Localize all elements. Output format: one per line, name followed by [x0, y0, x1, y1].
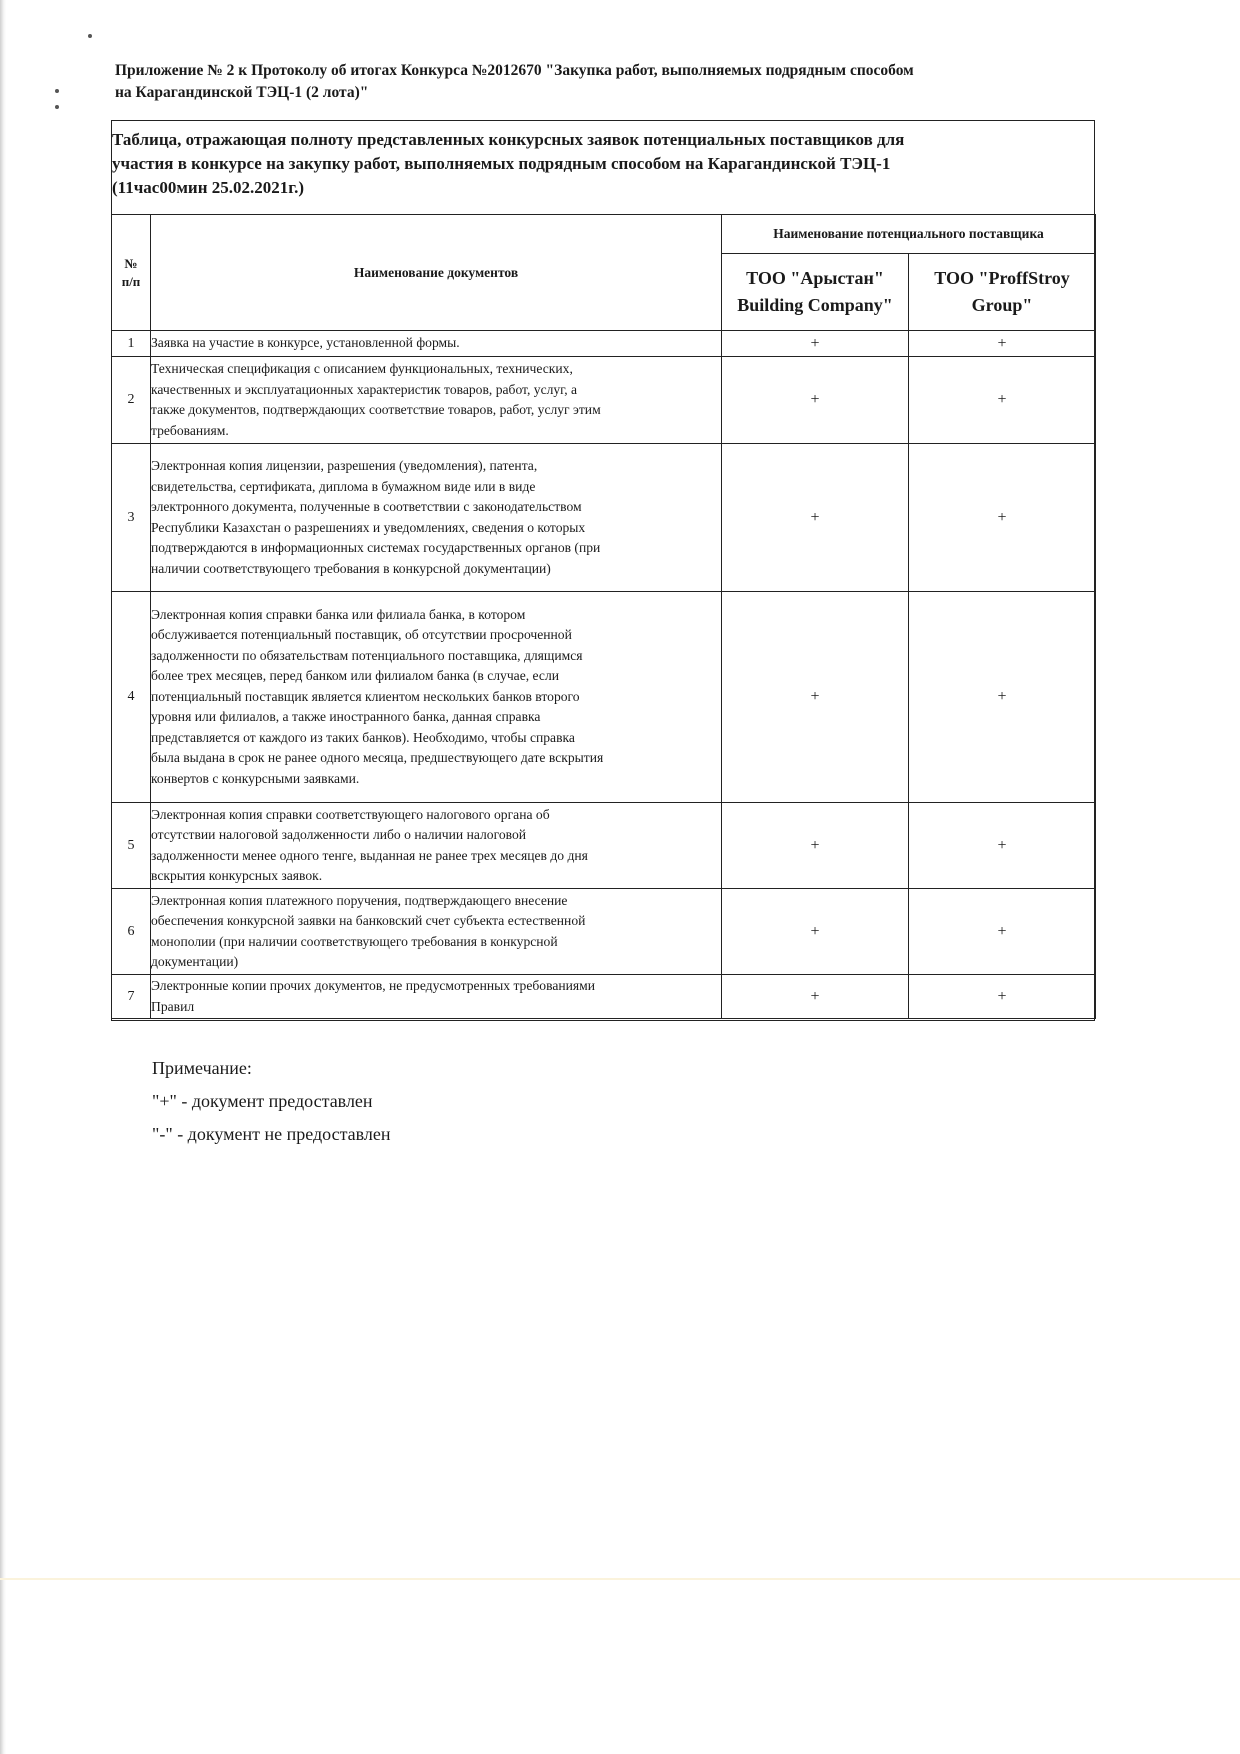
notes-title: Примечание: — [152, 1058, 252, 1078]
document-name-line: наличии соответствующего требования в конкурсной документации) — [151, 560, 551, 576]
row-number: 1 — [112, 331, 151, 357]
table-title-line-2: участия в конкурсе на закупку работ, выполняемых подрядным способом на Карагандинской ТЭЦ-1 — [112, 154, 891, 173]
table-row — [112, 889, 1096, 975]
document-name-line: подтверждаются в информационных системах государственных органов (при — [151, 540, 601, 555]
table-row — [112, 331, 1096, 357]
table-row — [112, 357, 1096, 444]
header-line-1: Приложение № 2 к Протоколу об итогах Конкурса №2012670 "Закупка работ, выполняемых подрядным способом — [115, 62, 914, 79]
document-name-line: Электронная копия справки соответствующего налогового органа об — [151, 806, 550, 822]
table-title-line-3: (11час00мин 25.02.2021г.) — [112, 178, 304, 197]
scan-speck — [55, 89, 59, 93]
document-name — [151, 331, 722, 357]
supplier-2-mark: + — [909, 592, 1096, 803]
document-name-line: отсутствии налоговой задолженности либо о наличии налоговой — [151, 827, 527, 842]
supplier-2-mark: + — [909, 803, 1096, 889]
column-header-documents: Наименование документов — [151, 215, 722, 331]
document-name-line: задолженности менее одного тенге, выданная не ранее трех месяцев до дня — [151, 847, 588, 863]
supplier-2-mark: + — [909, 975, 1096, 1019]
document-header — [115, 60, 1075, 104]
document-name-line: также документов, подтверждающих соответствие товаров, работ, услуг этим — [151, 402, 601, 417]
document-name-line: электронного документа, полученные в соответствии с законодательством — [151, 499, 582, 514]
supplier-1-mark: + — [722, 331, 909, 357]
scan-edge-shadow — [0, 0, 6, 1754]
column-header-number — [112, 215, 151, 331]
scan-speck — [88, 34, 92, 38]
document-name — [151, 357, 722, 444]
supplier-name-1-line-1: ТОО "Арыстан" — [746, 268, 884, 288]
document-name-line: вскрытия конкурсных заявок. — [151, 868, 323, 883]
row-number: 4 — [112, 592, 151, 803]
scan-speck — [55, 105, 59, 109]
table-row — [112, 975, 1096, 1019]
table-title — [112, 128, 1082, 200]
supplier-name-2-line-2: Group" — [971, 295, 1033, 315]
supplier-2-mark: + — [909, 331, 1096, 357]
document-name-line: Электронная копия лицензии, разрешения (уведомления), патента, — [151, 458, 538, 473]
supplier-name-2-line-1: ТОО "ProffStroy — [934, 268, 1070, 288]
note-plus-legend: "+" - документ предоставлен — [152, 1091, 373, 1111]
table-row — [112, 592, 1096, 803]
document-name-line: более трех месяцев, перед банком или филиалом банка (в случае, если — [151, 668, 559, 684]
table-header-row — [112, 215, 1096, 254]
row-number: 7 — [112, 975, 151, 1019]
table-row — [112, 444, 1096, 592]
document-name-line: задолженности по обязательствам потенциального поставщика, длящимся — [151, 647, 583, 663]
note-minus-legend: "-" - документ не предоставлен — [152, 1124, 391, 1144]
table-row — [112, 803, 1096, 889]
header-line-2: на Карагандинской ТЭЦ-1 (2 лота)" — [115, 84, 369, 101]
document-name-line: монополии (при наличии соответствующего требования в конкурсной — [151, 933, 558, 949]
row-number: 3 — [112, 444, 151, 592]
document-name — [151, 444, 722, 592]
document-name-line: свидетельства, сертификата, диплома в бумажном виде или в виде — [151, 478, 536, 494]
document-name-line: представляется от каждого из таких банков). Необходимо, чтобы справка — [151, 729, 575, 745]
document-name-line: обслуживается потенциальный поставщик, об отсутствии просроченной — [151, 627, 572, 643]
supplier-name-1-line-2: Building Company" — [737, 295, 893, 315]
document-name — [151, 592, 722, 803]
supplier-2-mark: + — [909, 444, 1096, 592]
supplier-1-mark: + — [722, 889, 909, 975]
column-header-suppliers: Наименование потенциального поставщика — [722, 215, 1096, 254]
document-name-line: была выдана в срок не ранее одного месяца, предшествующего дате вскрытия — [151, 750, 604, 766]
document-name — [151, 975, 722, 1019]
document-name-line: обеспечения конкурсной заявки на банковский счет субъекта естественной — [151, 913, 586, 928]
scan-streak — [0, 1578, 1240, 1580]
document-name-line: Электронная копия платежного поручения, подтверждающего внесение — [151, 892, 568, 908]
supplier-1-mark: + — [722, 803, 909, 889]
document-name — [151, 803, 722, 889]
document-name-line: Заявка на участие в конкурсе, установленной формы. — [151, 335, 460, 351]
supplier-2-mark: + — [909, 889, 1096, 975]
documents-table — [111, 214, 1096, 1019]
supplier-1-mark: + — [722, 975, 909, 1019]
supplier-1-mark: + — [722, 444, 909, 592]
supplier-2-mark: + — [909, 357, 1096, 444]
document-name-line: Республики Казахстан о разрешениях и уведомлениях, сведения о которых — [151, 519, 586, 535]
document-name-line: Правил — [151, 998, 195, 1014]
notes-section — [152, 1052, 391, 1151]
row-number: 5 — [112, 803, 151, 889]
document-name-line: потенциальный поставщик является клиентом нескольких банков второго — [151, 688, 580, 704]
supplier-name-2 — [909, 254, 1096, 331]
column-header-number-line-2: п/п — [121, 273, 141, 289]
document-name-line: конвертов с конкурсными заявками. — [151, 770, 360, 786]
document-name-line: качественных и эксплуатационных характеристик товаров, работ, услуг, а — [151, 381, 578, 397]
document-name-line: Электронные копии прочих документов, не предусмотренных требованиями — [151, 978, 596, 993]
table-title-line-1: Таблица, отражающая полноту представленных конкурсных заявок потенциальных поставщиков для — [112, 130, 905, 149]
document-name-line: документации) — [151, 954, 239, 969]
document-name-line: требованиям. — [151, 422, 229, 438]
row-number: 2 — [112, 357, 151, 444]
document-name-line: Электронная копия справки банка или филиала банка, в котором — [151, 606, 526, 622]
supplier-1-mark: + — [722, 357, 909, 444]
column-header-number-line-1: № — [124, 255, 138, 271]
supplier-1-mark: + — [722, 592, 909, 803]
supplier-name-1 — [722, 254, 909, 331]
document-name — [151, 889, 722, 975]
document-name-line: Техническая спецификация с описанием функциональных, технических, — [151, 361, 573, 376]
row-number: 6 — [112, 889, 151, 975]
document-name-line: уровня или филиалов, а также иностранного банка, данная справка — [151, 709, 541, 725]
